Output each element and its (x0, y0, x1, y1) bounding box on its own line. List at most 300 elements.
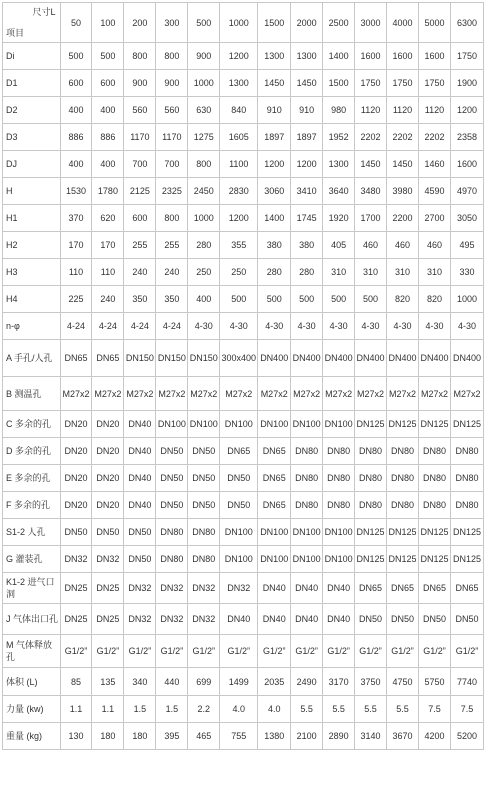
table-cell: DN80 (323, 438, 355, 465)
table-cell: 755 (220, 723, 258, 750)
table-cell: DN125 (387, 519, 419, 546)
column-header: 1000 (220, 3, 258, 43)
column-header: 2500 (323, 3, 355, 43)
table-cell: 7.5 (450, 696, 483, 723)
table-cell: 900 (188, 43, 220, 70)
table-cell: 2200 (387, 205, 419, 232)
table-cell: M27x2 (220, 377, 258, 411)
table-cell: G1/2” (60, 635, 92, 668)
table-cell: DN20 (60, 492, 92, 519)
table-cell: DN40 (124, 465, 156, 492)
table-cell: 460 (387, 232, 419, 259)
table-cell: DN50 (387, 604, 419, 635)
table-cell: 2125 (124, 178, 156, 205)
table-cell: DN100 (323, 411, 355, 438)
table-cell: DN100 (323, 519, 355, 546)
table-cell: DN32 (92, 546, 124, 573)
table-cell: DN32 (188, 604, 220, 635)
table-cell: M27x2 (323, 377, 355, 411)
table-cell: 5750 (418, 668, 450, 696)
table-cell: 495 (450, 232, 483, 259)
table-cell: 1300 (258, 43, 291, 70)
table-cell: DN80 (418, 465, 450, 492)
table-cell: 255 (124, 232, 156, 259)
table-cell: DN50 (124, 519, 156, 546)
table-cell: 240 (124, 259, 156, 286)
table-cell: DN32 (156, 573, 188, 604)
table-cell: M27x2 (291, 377, 323, 411)
row-label: H1 (3, 205, 61, 232)
table-body (3, 43, 484, 750)
table-cell: DN50 (156, 465, 188, 492)
table-cell: 2890 (323, 723, 355, 750)
table-cell: M27x2 (418, 377, 450, 411)
table-cell: 340 (124, 668, 156, 696)
row-label: n-φ (3, 313, 61, 340)
table-cell: 5200 (450, 723, 483, 750)
table-cell: 4-30 (450, 313, 483, 340)
row-label: H3 (3, 259, 61, 286)
column-header: 300 (156, 3, 188, 43)
table-cell: 2325 (156, 178, 188, 205)
table-cell: DN50 (60, 519, 92, 546)
table-cell: 800 (156, 43, 188, 70)
table-cell: DN50 (156, 438, 188, 465)
table-cell: DN40 (291, 573, 323, 604)
table-cell: 350 (156, 286, 188, 313)
table-cell: 1745 (291, 205, 323, 232)
table-cell: DN20 (60, 465, 92, 492)
table-cell: 4.0 (258, 696, 291, 723)
table-cell: DN50 (220, 465, 258, 492)
row-label: E 多余的孔 (3, 465, 61, 492)
table-cell: 310 (418, 259, 450, 286)
table-cell: DN80 (188, 519, 220, 546)
table-cell: 1450 (387, 151, 419, 178)
table-cell: DN80 (291, 465, 323, 492)
table-cell: DN400 (387, 340, 419, 377)
table-cell: 1900 (450, 70, 483, 97)
table-cell: DN125 (387, 546, 419, 573)
table-cell: 620 (92, 205, 124, 232)
row-label: F 多余的孔 (3, 492, 61, 519)
table-cell: DN50 (418, 604, 450, 635)
table-cell: 560 (124, 97, 156, 124)
table-cell: DN125 (450, 519, 483, 546)
table-cell: DN20 (60, 438, 92, 465)
table-cell: DN80 (156, 546, 188, 573)
row-label: C 多余的孔 (3, 411, 61, 438)
table-cell: 7.5 (418, 696, 450, 723)
table-cell: 380 (291, 232, 323, 259)
table-cell: DN20 (92, 492, 124, 519)
table-cell: DN125 (418, 411, 450, 438)
table-cell: DN100 (188, 411, 220, 438)
table-cell: G1/2” (323, 635, 355, 668)
table-cell: 700 (156, 151, 188, 178)
table-cell: 1380 (258, 723, 291, 750)
table-row (3, 465, 484, 492)
column-header: 4000 (387, 3, 419, 43)
table-row (3, 573, 484, 604)
table-cell: G1/2” (355, 635, 387, 668)
table-row (3, 604, 484, 635)
table-cell: DN20 (92, 438, 124, 465)
table-cell: 5.5 (291, 696, 323, 723)
table-cell: DN80 (418, 438, 450, 465)
table-cell: DN80 (156, 519, 188, 546)
table-cell: 500 (258, 286, 291, 313)
table-cell: 600 (92, 70, 124, 97)
corner-size-label: 尺寸L (32, 7, 56, 17)
table-cell: 330 (450, 259, 483, 286)
table-cell: 1170 (124, 124, 156, 151)
table-cell: DN100 (220, 411, 258, 438)
table-cell: DN150 (124, 340, 156, 377)
table-row (3, 668, 484, 696)
table-cell: G1/2” (156, 635, 188, 668)
table-cell: 250 (188, 259, 220, 286)
table-cell: 465 (188, 723, 220, 750)
table-cell: 1200 (220, 43, 258, 70)
table-cell: 1100 (220, 151, 258, 178)
table-cell: 500 (323, 286, 355, 313)
table-cell: 1300 (323, 151, 355, 178)
table-cell: DN32 (188, 573, 220, 604)
table-cell: 400 (60, 151, 92, 178)
table-cell: 4.0 (220, 696, 258, 723)
table-cell: 1450 (355, 151, 387, 178)
table-cell: 500 (220, 286, 258, 313)
column-header: 200 (124, 3, 156, 43)
table-cell: 1920 (323, 205, 355, 232)
table-cell: DN65 (450, 573, 483, 604)
table-cell: DN32 (124, 604, 156, 635)
table-cell: 1400 (323, 43, 355, 70)
table-cell: 440 (156, 668, 188, 696)
table-cell: DN65 (418, 573, 450, 604)
table-cell: G1/2” (450, 635, 483, 668)
table-cell: 4-24 (156, 313, 188, 340)
table-cell: M27x2 (387, 377, 419, 411)
spec-table (2, 2, 484, 750)
table-cell: 1897 (258, 124, 291, 151)
table-cell: 350 (124, 286, 156, 313)
table-cell: 1300 (291, 43, 323, 70)
table-cell: 5.5 (355, 696, 387, 723)
table-cell: DN100 (291, 411, 323, 438)
row-label: D 多余的孔 (3, 438, 61, 465)
table-cell: DN150 (156, 340, 188, 377)
table-cell: DN100 (258, 519, 291, 546)
table-cell: 110 (60, 259, 92, 286)
table-row (3, 492, 484, 519)
table-cell: 630 (188, 97, 220, 124)
table-cell: 1952 (323, 124, 355, 151)
table-cell: 500 (291, 286, 323, 313)
table-cell: 1200 (291, 151, 323, 178)
table-cell: 700 (124, 151, 156, 178)
table-cell: DN80 (387, 438, 419, 465)
table-row (3, 178, 484, 205)
table-cell: 280 (188, 232, 220, 259)
table-cell: 240 (92, 286, 124, 313)
table-cell: DN20 (92, 411, 124, 438)
table-cell: 4590 (418, 178, 450, 205)
table-cell: 460 (418, 232, 450, 259)
table-cell: 800 (156, 205, 188, 232)
table-cell: 1450 (291, 70, 323, 97)
table-cell: DN100 (291, 519, 323, 546)
table-cell: 1200 (258, 151, 291, 178)
table-cell: DN20 (60, 411, 92, 438)
table-cell: 400 (92, 97, 124, 124)
table-cell: 600 (124, 205, 156, 232)
row-label: S1-2 人孔 (3, 519, 61, 546)
table-cell: DN50 (188, 492, 220, 519)
table-cell: DN50 (450, 604, 483, 635)
table-row (3, 232, 484, 259)
table-cell: DN32 (220, 573, 258, 604)
table-cell: DN50 (188, 438, 220, 465)
table-cell: DN50 (92, 519, 124, 546)
table-cell: 1300 (220, 70, 258, 97)
table-cell: 4750 (387, 668, 419, 696)
table-cell: 4-24 (60, 313, 92, 340)
table-cell: DN100 (156, 411, 188, 438)
table-cell: DN400 (355, 340, 387, 377)
table-cell: 910 (258, 97, 291, 124)
table-row (3, 696, 484, 723)
table-cell: 300x400 (220, 340, 258, 377)
row-label: 体积 (L) (3, 668, 61, 696)
table-cell: 3750 (355, 668, 387, 696)
table-row (3, 70, 484, 97)
table-cell: 4-30 (258, 313, 291, 340)
table-row (3, 438, 484, 465)
table-cell: 5.5 (323, 696, 355, 723)
table-cell: 3640 (323, 178, 355, 205)
table-cell: G1/2” (188, 635, 220, 668)
table-cell: M27x2 (124, 377, 156, 411)
table-cell: 250 (220, 259, 258, 286)
row-label: A 手孔/人孔 (3, 340, 61, 377)
table-cell: 2358 (450, 124, 483, 151)
table-cell: DN80 (323, 465, 355, 492)
table-cell: DN50 (355, 604, 387, 635)
table-cell: 1530 (60, 178, 92, 205)
table-cell: 4-30 (220, 313, 258, 340)
column-header: 50 (60, 3, 92, 43)
table-cell: 1000 (188, 205, 220, 232)
table-cell: M27x2 (355, 377, 387, 411)
table-cell: DN50 (124, 546, 156, 573)
table-cell: 180 (92, 723, 124, 750)
table-cell: DN65 (220, 438, 258, 465)
table-cell: 4-30 (387, 313, 419, 340)
table-cell: DN25 (60, 604, 92, 635)
header-row (3, 3, 484, 43)
table-cell: 460 (355, 232, 387, 259)
table-cell: DN80 (355, 465, 387, 492)
table-cell: DN40 (291, 604, 323, 635)
table-cell: 4-30 (355, 313, 387, 340)
table-cell: DN125 (450, 546, 483, 573)
table-cell: DN80 (291, 492, 323, 519)
row-label: M 气体释放孔 (3, 635, 61, 668)
table-cell: DN100 (220, 519, 258, 546)
table-cell: 2450 (188, 178, 220, 205)
table-cell: 1200 (450, 97, 483, 124)
table-cell: 5.5 (387, 696, 419, 723)
table-cell: 255 (156, 232, 188, 259)
column-header: 500 (188, 3, 220, 43)
table-cell: M27x2 (60, 377, 92, 411)
table-cell: DN100 (291, 546, 323, 573)
table-row (3, 205, 484, 232)
table-cell: DN80 (450, 465, 483, 492)
table-cell: 820 (418, 286, 450, 313)
table-cell: 3170 (323, 668, 355, 696)
table-cell: G1/2” (92, 635, 124, 668)
row-label: D1 (3, 70, 61, 97)
table-cell: 170 (60, 232, 92, 259)
table-cell: DN80 (387, 492, 419, 519)
table-cell: 400 (60, 97, 92, 124)
row-label: 力量 (kw) (3, 696, 61, 723)
table-cell: M27x2 (258, 377, 291, 411)
table-cell: 2100 (291, 723, 323, 750)
row-label: DJ (3, 151, 61, 178)
table-cell: 3140 (355, 723, 387, 750)
column-header: 2000 (291, 3, 323, 43)
table-cell: 2830 (220, 178, 258, 205)
table-cell: 500 (355, 286, 387, 313)
table-cell: 2490 (291, 668, 323, 696)
table-cell: 180 (124, 723, 156, 750)
table-cell: 110 (92, 259, 124, 286)
table-cell: 380 (258, 232, 291, 259)
row-label: H (3, 178, 61, 205)
table-row (3, 546, 484, 573)
table-cell: DN400 (418, 340, 450, 377)
table-cell: 1700 (355, 205, 387, 232)
table-cell: DN80 (188, 546, 220, 573)
column-header: 6300 (450, 3, 483, 43)
table-cell: 130 (60, 723, 92, 750)
table-cell: 4-30 (323, 313, 355, 340)
table-cell: 1460 (418, 151, 450, 178)
table-cell: 310 (323, 259, 355, 286)
table-cell: 3480 (355, 178, 387, 205)
table-cell: 2700 (418, 205, 450, 232)
table-cell: 310 (355, 259, 387, 286)
table-row (3, 124, 484, 151)
table-cell: G1/2” (291, 635, 323, 668)
table-row (3, 97, 484, 124)
table-cell: DN20 (92, 465, 124, 492)
table-cell: DN125 (418, 546, 450, 573)
table-cell: 910 (291, 97, 323, 124)
table-cell: DN50 (156, 492, 188, 519)
table-cell: DN80 (387, 465, 419, 492)
row-label: 重量 (kg) (3, 723, 61, 750)
column-header: 1500 (258, 3, 291, 43)
table-cell: DN400 (450, 340, 483, 377)
table-cell: DN80 (450, 438, 483, 465)
table-row (3, 519, 484, 546)
table-cell: DN400 (291, 340, 323, 377)
table-row (3, 43, 484, 70)
row-label: D3 (3, 124, 61, 151)
row-label: H4 (3, 286, 61, 313)
table-cell: 4-24 (92, 313, 124, 340)
table-cell: DN32 (60, 546, 92, 573)
table-cell: DN400 (258, 340, 291, 377)
table-cell: 1.5 (124, 696, 156, 723)
table-cell: 370 (60, 205, 92, 232)
table-row (3, 377, 484, 411)
table-cell: G1/2” (258, 635, 291, 668)
table-cell: 900 (124, 70, 156, 97)
table-cell: DN40 (124, 411, 156, 438)
table-cell: DN25 (92, 604, 124, 635)
table-cell: 7740 (450, 668, 483, 696)
table-row (3, 151, 484, 178)
table-cell: DN65 (60, 340, 92, 377)
table-cell: 310 (387, 259, 419, 286)
table-cell: 135 (92, 668, 124, 696)
table-cell: DN125 (355, 546, 387, 573)
table-cell: DN80 (323, 492, 355, 519)
table-cell: G1/2” (418, 635, 450, 668)
row-label: D2 (3, 97, 61, 124)
table-cell: 1275 (188, 124, 220, 151)
table-cell: 886 (60, 124, 92, 151)
table-cell: 400 (188, 286, 220, 313)
table-cell: G1/2” (124, 635, 156, 668)
table-cell: 1750 (387, 70, 419, 97)
table-cell: 1.1 (60, 696, 92, 723)
table-cell: DN150 (188, 340, 220, 377)
table-cell: DN32 (156, 604, 188, 635)
table-cell: DN50 (188, 465, 220, 492)
table-cell: 355 (220, 232, 258, 259)
table-cell: 225 (60, 286, 92, 313)
table-cell: DN65 (258, 492, 291, 519)
table-cell: DN65 (258, 465, 291, 492)
table-cell: DN50 (220, 492, 258, 519)
table-cell: 3670 (387, 723, 419, 750)
row-label: H2 (3, 232, 61, 259)
table-cell: 405 (323, 232, 355, 259)
table-cell: DN125 (355, 519, 387, 546)
table-cell: 1120 (387, 97, 419, 124)
table-cell: 560 (156, 97, 188, 124)
table-cell: 1897 (291, 124, 323, 151)
table-cell: DN65 (355, 573, 387, 604)
table-cell: 4970 (450, 178, 483, 205)
table-cell: 1600 (387, 43, 419, 70)
table-cell: 1750 (355, 70, 387, 97)
table-cell: DN125 (450, 411, 483, 438)
table-cell: 600 (60, 70, 92, 97)
corner-item-label: 项目 (6, 28, 25, 38)
table-cell: DN100 (258, 411, 291, 438)
table-cell: DN40 (258, 573, 291, 604)
table-cell: DN65 (258, 438, 291, 465)
table-cell: G1/2” (220, 635, 258, 668)
